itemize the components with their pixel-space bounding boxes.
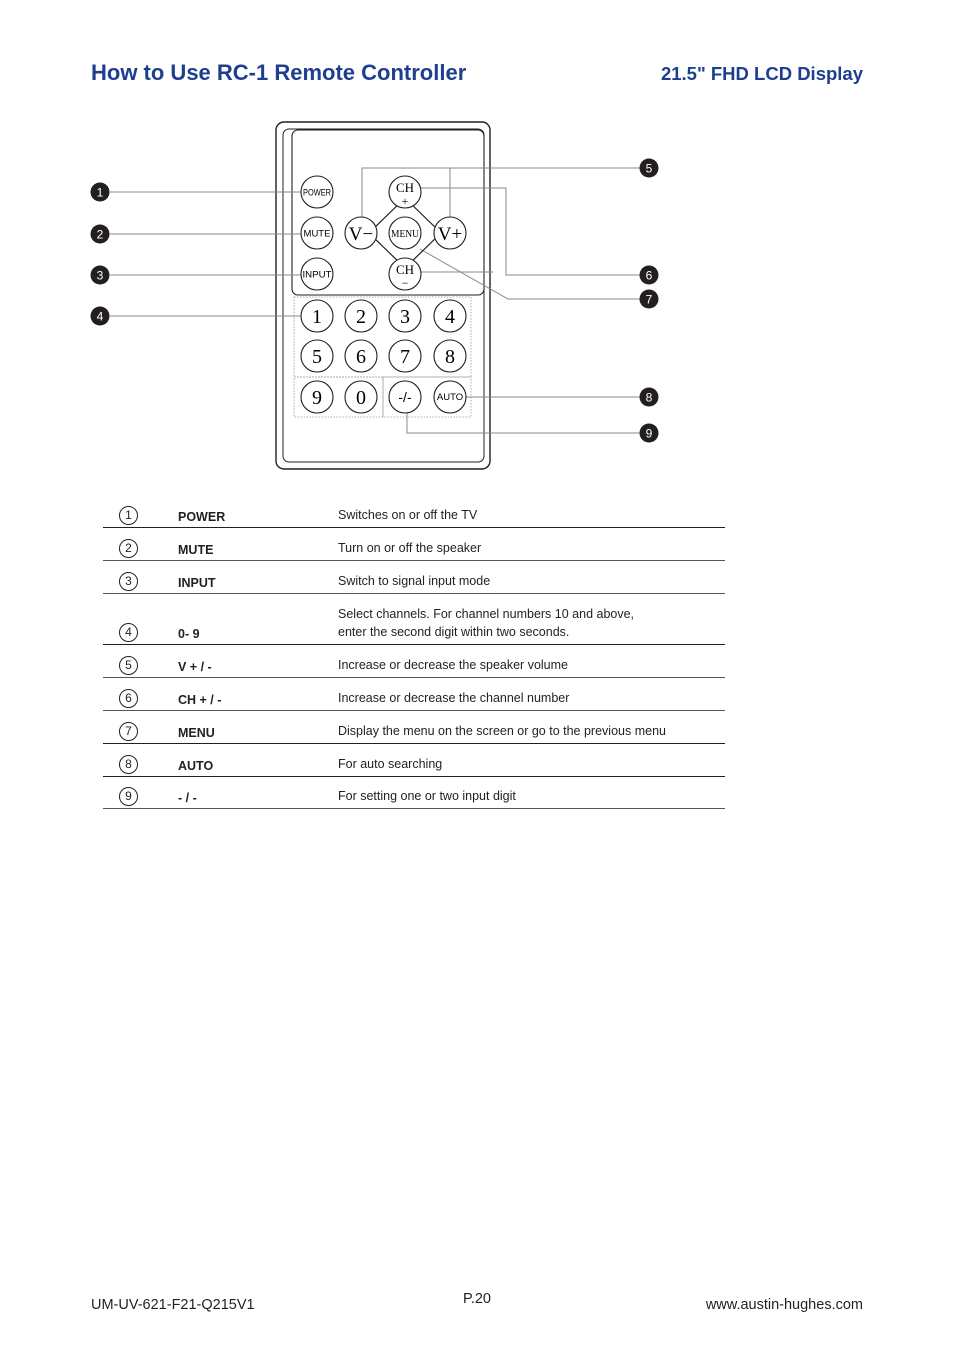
key-name: MUTE <box>178 542 214 557</box>
key-function-table <box>103 497 725 809</box>
menu-button <box>389 217 421 249</box>
key-description: For setting one or two input digit <box>338 788 516 803</box>
svg-text:2: 2 <box>96 227 104 242</box>
row-number: 2 <box>119 539 138 558</box>
callout-9 <box>640 424 659 443</box>
svg-text:+: + <box>401 194 409 208</box>
key-description: Display the menu on the screen or go to the previous menu <box>338 723 666 738</box>
svg-text:8: 8 <box>645 390 653 405</box>
svg-text:6: 6 <box>645 268 653 283</box>
digit-2-button <box>345 300 377 332</box>
key-description <box>338 593 725 644</box>
row-number: 8 <box>119 755 138 774</box>
svg-text:7: 7 <box>645 292 653 307</box>
table-row <box>103 710 725 743</box>
ch-minus-button <box>389 258 421 290</box>
table-row <box>103 497 725 527</box>
svg-text:1: 1 <box>312 306 322 328</box>
table-row <box>103 776 725 808</box>
input-button <box>301 258 333 290</box>
key-description-line: enter the second digit within two seconds. <box>338 624 570 639</box>
digit-4-button <box>434 300 466 332</box>
svg-text:MUTE: MUTE <box>303 228 331 240</box>
volume-down-button <box>345 217 377 249</box>
svg-text:AUTO: AUTO <box>436 392 464 403</box>
key-description-line: Select channels. For channel numbers 10 and above, <box>338 606 635 621</box>
key-description: Increase or decrease the speaker volume <box>338 657 568 672</box>
key-name: 0- 9 <box>178 626 200 641</box>
svg-text:−: − <box>401 276 409 290</box>
svg-text:3: 3 <box>400 306 410 328</box>
volume-up-button <box>434 217 466 249</box>
svg-text:6: 6 <box>356 346 366 368</box>
page-title: How to Use RC-1 Remote Controller <box>91 60 467 85</box>
digit-1-button <box>301 300 333 332</box>
row-number: 6 <box>119 689 138 708</box>
svg-text:POWER: POWER <box>303 187 332 198</box>
digit-5-button <box>301 340 333 372</box>
callout-5 <box>640 159 659 178</box>
callout-3 <box>91 266 110 285</box>
svg-text:4: 4 <box>445 306 455 328</box>
key-description: Turn on or off the speaker <box>338 540 482 555</box>
row-number: 4 <box>119 623 138 642</box>
svg-text:9: 9 <box>312 387 322 409</box>
svg-text:3: 3 <box>96 268 104 283</box>
svg-text:7: 7 <box>400 346 410 368</box>
digit-6-button <box>345 340 377 372</box>
product-name: 21.5" FHD LCD Display <box>660 63 863 84</box>
table-row <box>103 593 725 644</box>
svg-text:CH: CH <box>395 180 415 195</box>
key-description: For auto searching <box>338 756 443 771</box>
remote-controller-diagram <box>0 110 954 480</box>
svg-text:INPUT: INPUT <box>302 269 332 281</box>
digit-9-button <box>301 381 333 413</box>
svg-text:4: 4 <box>96 309 104 324</box>
mute-button <box>301 217 333 249</box>
digit-8-button <box>434 340 466 372</box>
website-url: www.austin-hughes.com <box>705 1297 863 1313</box>
digit-0-button <box>345 381 377 413</box>
key-description: Switch to signal input mode <box>338 573 491 588</box>
table-row <box>103 527 725 560</box>
callout-2 <box>91 225 110 244</box>
svg-text:5: 5 <box>645 161 653 176</box>
key-description: Increase or decrease the channel number <box>338 690 570 705</box>
table-row <box>103 677 725 710</box>
table-row <box>103 560 725 593</box>
svg-text:CH: CH <box>395 262 415 277</box>
callout-6 <box>640 266 659 285</box>
svg-text:V−: V− <box>348 224 374 245</box>
callout-8 <box>640 388 659 407</box>
svg-text:1: 1 <box>96 185 104 200</box>
svg-text:0: 0 <box>356 387 366 409</box>
key-name: V + / - <box>178 659 212 674</box>
auto-button <box>434 381 466 413</box>
key-name: CH + / - <box>178 692 222 707</box>
key-name: POWER <box>178 509 226 524</box>
callout-4 <box>91 307 110 326</box>
row-number: 7 <box>119 722 138 741</box>
row-number: 3 <box>119 572 138 591</box>
svg-text:2: 2 <box>356 306 366 328</box>
svg-text:5: 5 <box>312 346 322 368</box>
svg-text:-/-: -/- <box>398 389 412 405</box>
callout-7 <box>640 290 659 309</box>
svg-text:8: 8 <box>445 346 455 368</box>
key-name: MENU <box>178 725 215 740</box>
table-row <box>103 644 725 677</box>
row-number: 9 <box>119 787 138 806</box>
page-number: P.20 <box>463 1291 491 1307</box>
key-name: INPUT <box>178 575 216 590</box>
row-number: 5 <box>119 656 138 675</box>
svg-text:9: 9 <box>645 426 653 441</box>
key-name: - / - <box>178 790 197 805</box>
dash-button <box>389 381 421 413</box>
row-number: 1 <box>119 506 138 525</box>
svg-text:MENU: MENU <box>391 228 420 240</box>
digit-3-button <box>389 300 421 332</box>
ch-plus-button <box>389 176 421 208</box>
key-name: AUTO <box>178 758 214 773</box>
document-id: UM-UV-621-F21-Q215V1 <box>91 1297 255 1313</box>
svg-text:V+: V+ <box>437 224 463 245</box>
digit-7-button <box>389 340 421 372</box>
power-button <box>301 176 333 208</box>
table-row <box>103 743 725 776</box>
key-description: Switches on or off the TV <box>338 507 478 522</box>
callout-1 <box>91 183 110 202</box>
